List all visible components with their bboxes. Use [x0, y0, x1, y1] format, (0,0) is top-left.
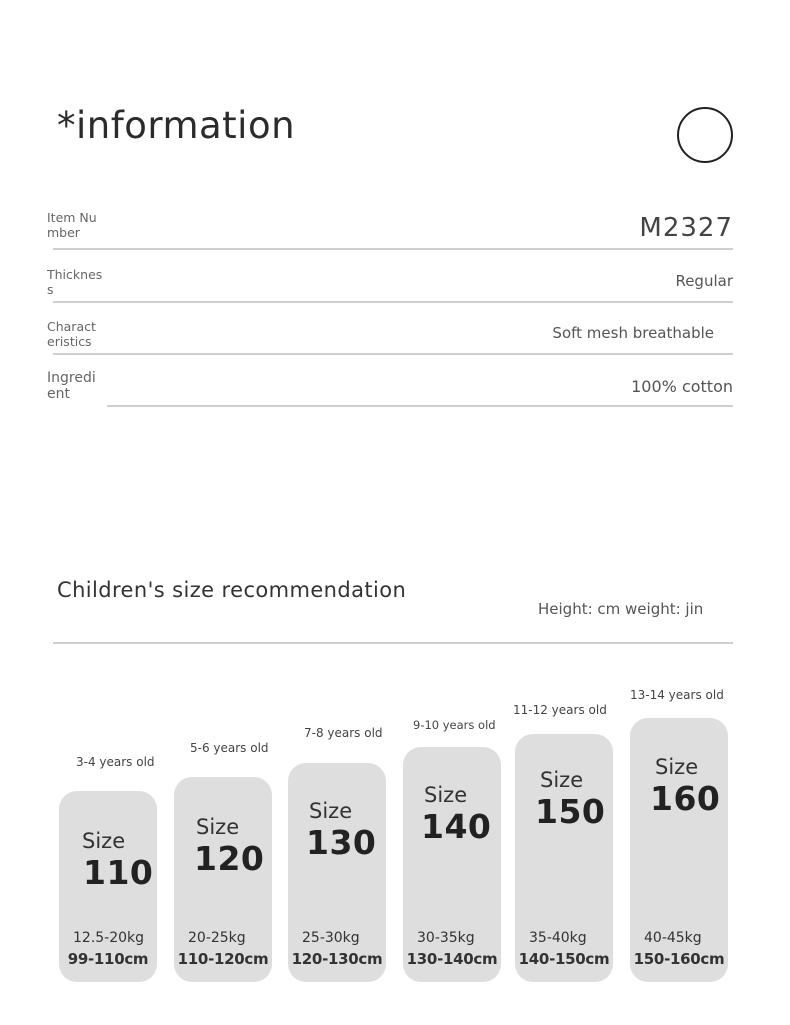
- unit-note: Height: cm weight: jin: [538, 600, 704, 618]
- weight-range: 12.5-20kg: [73, 930, 145, 946]
- size-card-150: [515, 734, 613, 982]
- weight-range: 40-45kg: [644, 930, 702, 946]
- spec-label: Characteristics: [47, 319, 96, 349]
- age-label: 3-4 years old: [76, 755, 155, 769]
- size-word: Size: [309, 799, 353, 823]
- spec-value: Regular: [675, 272, 733, 290]
- height-range: 130-140cm: [406, 950, 498, 968]
- divider: [53, 642, 733, 644]
- age-label: 9-10 years old: [413, 718, 496, 732]
- age-label: 13-14 years old: [630, 688, 724, 702]
- spec-label: Ingredient: [47, 370, 96, 402]
- spec-label: Item Number: [47, 210, 97, 240]
- spec-row-item-number: [47, 208, 733, 260]
- size-card-140: [403, 747, 501, 982]
- height-range: 99-110cm: [67, 950, 149, 968]
- age-label: 7-8 years old: [304, 726, 383, 740]
- size-card-160: [630, 718, 728, 982]
- weight-range: 30-35kg: [417, 930, 475, 946]
- spec-value: 100% cotton: [631, 377, 733, 396]
- weight-range: 20-25kg: [188, 930, 246, 946]
- size-card-130: [288, 763, 386, 982]
- size-card-110: [59, 791, 157, 982]
- spec-row-ingredient: [47, 370, 733, 422]
- divider: [53, 248, 733, 250]
- age-label: 5-6 years old: [190, 741, 269, 755]
- size-number: 110: [83, 853, 154, 892]
- height-range: 110-120cm: [177, 950, 269, 968]
- size-number: 140: [421, 807, 492, 846]
- size-number: 120: [194, 839, 265, 878]
- size-card-120: [174, 777, 272, 982]
- size-number: 130: [306, 823, 377, 862]
- spec-label: Thickness: [47, 267, 103, 297]
- size-number: 160: [650, 779, 721, 818]
- size-number: 150: [535, 792, 606, 831]
- spec-value: M2327: [639, 213, 733, 243]
- divider: [53, 301, 733, 303]
- spec-value: Soft mesh breathable: [552, 324, 714, 342]
- weight-range: 35-40kg: [529, 930, 587, 946]
- spec-row-thickness: [47, 266, 733, 318]
- height-range: 140-150cm: [518, 950, 610, 968]
- height-range: 150-160cm: [633, 950, 725, 968]
- circle-icon: [677, 107, 733, 163]
- spec-row-characteristics: [47, 318, 733, 370]
- size-word: Size: [196, 815, 240, 839]
- page-title: *information: [57, 104, 296, 147]
- size-word: Size: [82, 829, 126, 853]
- size-word: Size: [424, 783, 468, 807]
- weight-range: 25-30kg: [302, 930, 360, 946]
- divider: [53, 353, 733, 355]
- age-label: 11-12 years old: [513, 703, 607, 717]
- size-word: Size: [540, 768, 584, 792]
- height-range: 120-130cm: [291, 950, 383, 968]
- size-word: Size: [655, 755, 699, 779]
- divider: [107, 405, 733, 407]
- section-title: Children's size recommendation: [57, 578, 407, 602]
